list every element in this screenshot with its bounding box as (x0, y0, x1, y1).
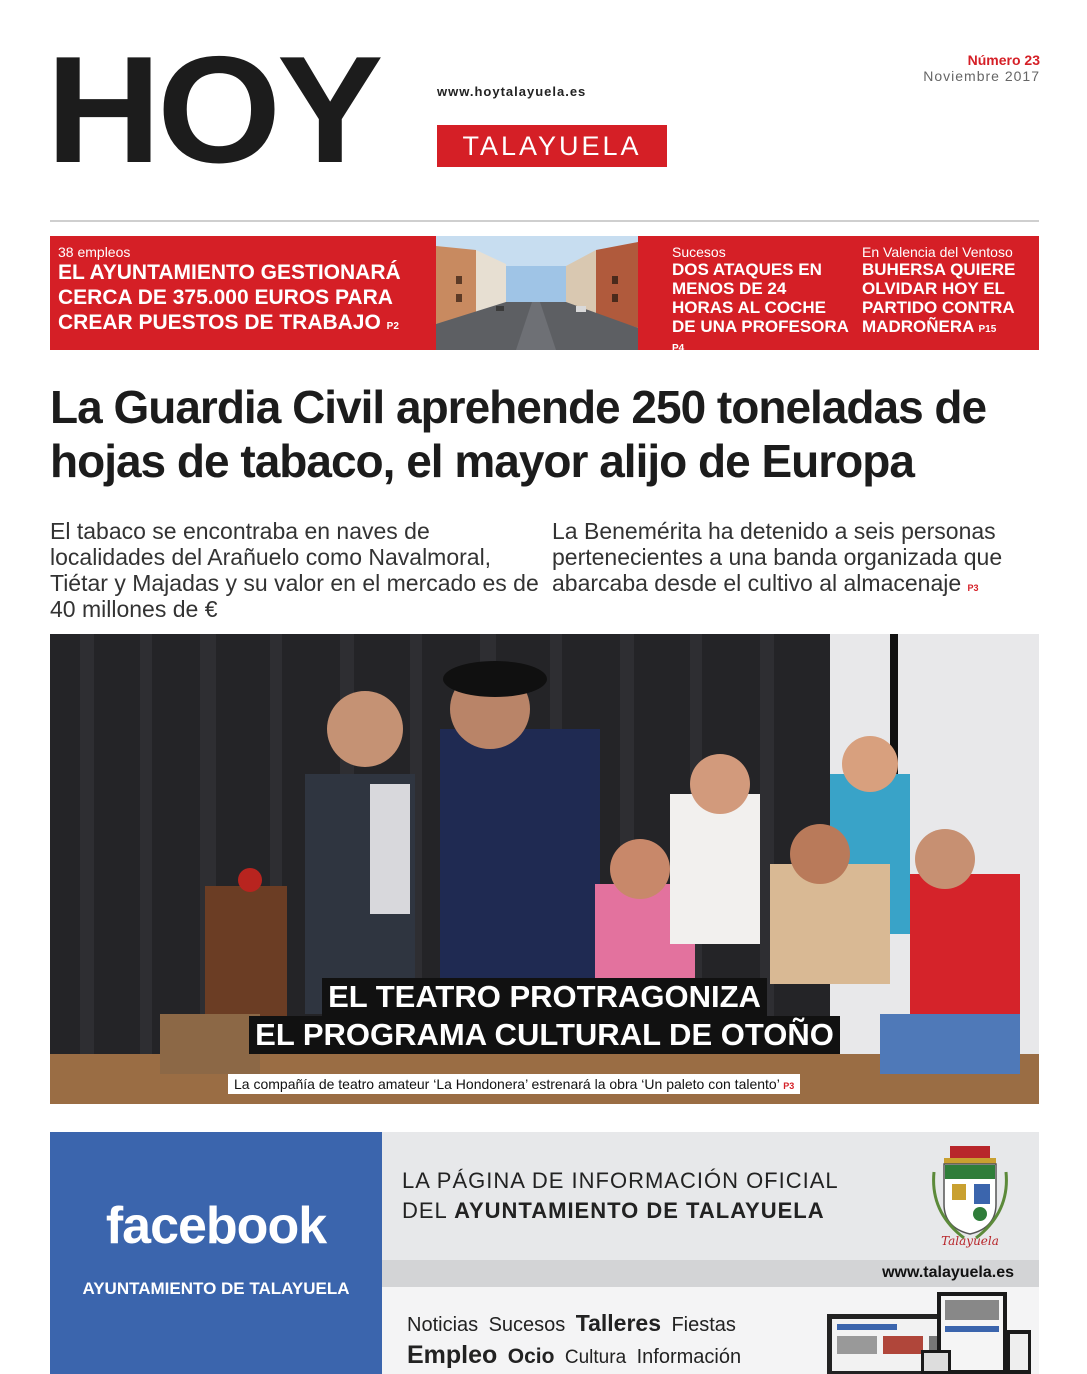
newspaper-logo: HOY (46, 25, 380, 195)
theatre-photo[interactable] (50, 634, 1039, 1104)
site-url[interactable]: www.hoytalayuela.es (437, 84, 587, 99)
crest-label: Talayuela (941, 1234, 999, 1248)
tag-ocio: Ocio (507, 1345, 555, 1368)
ad-line2: DEL AYUNTAMIENTO DE TALAYUELA (402, 1198, 825, 1223)
main-headline[interactable]: La Guardia Civil aprehende 250 toneladas de hojas de tabaco, el mayor alijo de Europa (50, 381, 987, 487)
page-ref: P4 (672, 343, 685, 354)
tag-talleres: Talleres (575, 1310, 662, 1336)
ad-info-panel (382, 1132, 1039, 1374)
teaser-events[interactable] (672, 244, 852, 358)
tag-fiestas: Fiestas (671, 1314, 736, 1336)
street-photo (436, 236, 638, 350)
photo-caption: La compañía de teatro amateur ‘La Hondonera’ estrenará la obra ‘Un paleto con talento’ P3 (228, 1074, 800, 1094)
tag-empleo: Empleo (407, 1341, 498, 1369)
page-ref: P2 (386, 321, 399, 332)
town-crest-icon (930, 1142, 1010, 1252)
facebook-ad[interactable] (50, 1132, 1039, 1374)
page-ref: P15 (978, 324, 997, 335)
tag-sucesos: Sucesos (488, 1314, 566, 1336)
teaser-kicker: En Valencia del Ventoso (862, 244, 1013, 260)
main-subhead-left: El tabaco se encontraba en naves de localidades del Arañuelo como Navalmoral, Tiétar y Majadas y su valor en el mercado es de 40 millones de € (50, 518, 539, 622)
tag-informacion: Información (636, 1346, 742, 1368)
photo-title-line2: EL PROGRAMA CULTURAL DE OTOÑO (50, 1016, 1039, 1054)
tag-noticias: Noticias (407, 1314, 479, 1336)
masthead-divider (50, 220, 1039, 222)
teaser-headline: DOS ATAQUES EN MENOS DE 24 HORAS AL COCHE DE UNA PROFESORA P4 (672, 260, 849, 354)
page-ref: P3 (783, 1081, 795, 1091)
teaser-sports[interactable] (862, 244, 1034, 339)
facebook-panel[interactable] (50, 1132, 382, 1374)
facebook-page-name: AYUNTAMIENTO DE TALAYUELA (82, 1279, 350, 1298)
ad-url[interactable]: www.talayuela.es (882, 1264, 1014, 1281)
teaser-employment[interactable] (58, 244, 430, 339)
ad-tags (407, 1310, 807, 1370)
teaser-headline: BUHERSA QUIERE OLVIDAR HOY EL PARTIDO CONTRA MADROÑERA P15 (862, 260, 1016, 336)
photo-title-line1: EL TEATRO PROTRAGONIZA (50, 978, 1039, 1016)
teaser-headline: EL AYUNTAMIENTO GESTIONARÁ CERCA DE 375.000 EUROS PARA CREAR PUESTOS DE TRABAJO P2 (58, 261, 401, 334)
teaser-kicker: 38 empleos (58, 244, 131, 260)
facebook-logo: facebook (105, 1197, 327, 1255)
issue-number: Número 23 (967, 52, 1040, 68)
teaser-kicker: Sucesos (672, 244, 726, 260)
edition-label: TALAYUELA (437, 125, 667, 167)
devices-mockup-icon (827, 1290, 1032, 1374)
page-ref: P3 (967, 583, 979, 593)
main-subhead-right: La Benemérita ha detenido a seis personas pertenecientes a una banda organizada que abarcaba desde el cultivo al almacenaje P3 (552, 518, 1003, 596)
tag-cultura: Cultura (564, 1347, 627, 1368)
ad-line1: LA PÁGINA DE INFORMACIÓN OFICIAL (402, 1168, 839, 1193)
issue-date: Noviembre 2017 (923, 68, 1040, 84)
